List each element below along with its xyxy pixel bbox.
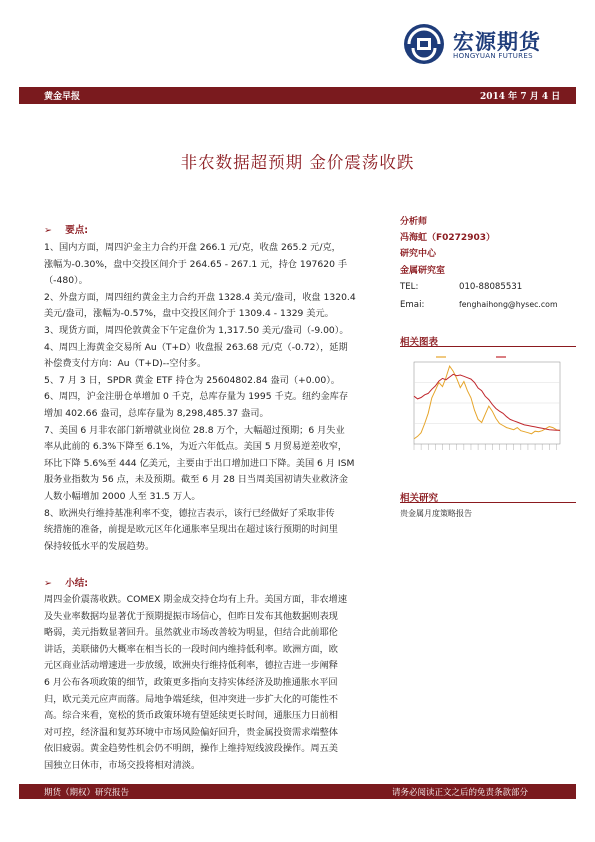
- summary-line: 归，欧元美元应声而落。局地争端延续，但冲突进一步扩大化的可能性不: [44, 693, 338, 705]
- key-point-item: [44, 340, 389, 373]
- summary-title: 小结:: [65, 578, 89, 589]
- related-chart-title: 相关图表: [400, 337, 439, 348]
- page-title: 非农数据超预期 金价震荡收跌: [180, 153, 415, 172]
- summary-body: [44, 592, 389, 775]
- key-point-line: 涨幅为-0.30%，盘中交投区间介于 264.65 - 267.1 元，持仓 197620 手: [44, 258, 348, 270]
- key-point-line: 美元/盎司，涨幅为-0.57%，盘中交投区间介于 1309.4 - 1329 美元。: [44, 308, 334, 320]
- key-point-line: 率从此前的 6.3%下降至 6.1%，为近六年低点。美国 5 月贸易逆差收窄，: [44, 441, 348, 453]
- key-points-body: [44, 240, 389, 555]
- summary-line: 元区商业活动增速进一步放缓，欧洲央行维持低利率，德拉吉进一步阐释: [44, 660, 338, 672]
- related-chart-header: [400, 330, 576, 347]
- key-point-line: （-480）。: [44, 275, 88, 287]
- report-type: 黄金早报: [44, 92, 81, 102]
- key-point-line: 6、周四，沪金注册仓单增加 0 千克，总库存量为 1995 千克。纽约金库存: [44, 391, 349, 403]
- footer-right: 请务必阅读正文之后的免责条款部分: [392, 788, 529, 798]
- key-point-item: [44, 389, 389, 422]
- related-chart: [400, 352, 576, 470]
- logo-icon: [403, 23, 445, 65]
- summary-line: 高。综合来看，宽松的货币政策环境有望延续更长时间，通胀压力日前相: [44, 710, 338, 722]
- summary-line: 6 月公布各项政策的细节，政策更多指向支持实体经济及助推通胀水平回: [44, 676, 338, 688]
- summary-heading: [44, 575, 88, 589]
- summary-line: 国独立日休市，市场交投将相对清淡。: [44, 759, 201, 771]
- arrow-icon: ➢: [44, 225, 52, 236]
- analyst-name: 冯海虹（F0272903）: [400, 233, 495, 243]
- report-date: 2014 年 7 月 4 日: [480, 92, 561, 102]
- key-point-line: 统措施的准备，前提是欧元区年化通胀率呈现出在超过该行预期的时间里: [44, 524, 338, 536]
- brand-name-cn: 宏源期货: [453, 30, 541, 54]
- email-label: Emai:: [400, 300, 425, 310]
- tel-value: 010-88085531: [459, 282, 523, 292]
- key-point-line: 保持较低水平的发展趋势。: [44, 540, 155, 552]
- key-point-line: 人数小幅增加 2000 人至 31.5 万人。: [44, 490, 201, 502]
- analyst-dept2: 金属研究室: [400, 266, 446, 276]
- key-point-line: 补偿费支付方向：Au（T+D)--空付多。: [44, 358, 207, 370]
- key-point-line: 1、国内方面，周四沪金主力合约开盘 266.1 元/克，收盘 265.2 元/克，: [44, 242, 341, 253]
- key-point-item: [44, 373, 389, 390]
- key-point-line: 2、外盘方面，周四纽约黄金主力合约开盘 1328.4 美元/盎司，收盘 1320.4: [44, 291, 356, 303]
- key-point-item: [44, 240, 389, 290]
- key-points-heading: [44, 222, 88, 236]
- key-point-line: 增加 402.66 盎司，总库存量为 8,298,485.37 盎司。: [44, 407, 269, 419]
- key-point-item: [44, 323, 389, 340]
- key-point-line: 5、7 月 3 日，SPDR 黄金 ETF 持仓为 25604802.84 盎司（+0.00）。: [44, 374, 340, 386]
- key-point-item: [44, 506, 389, 556]
- related-research-title: 相关研究: [400, 493, 439, 504]
- footer-left: 期货（期权）研究报告: [44, 788, 130, 798]
- summary-line: 对可控，经济温和复苏环境中市场风险偏好回升，贵金属投资需求端整体: [44, 726, 338, 738]
- analyst-dept1: 研究中心: [400, 249, 437, 259]
- summary-line: 略弱，美元指数显著回升。虽然就业市场改善较为明显，但结合此前耶伦: [44, 627, 338, 639]
- key-point-line: 3、现货方面，周四伦敦黄金下午定盘价为 1,317.50 美元/盎司（-9.00）。: [44, 324, 349, 336]
- related-research-header: [400, 486, 576, 503]
- key-point-item: [44, 290, 389, 323]
- tel-label: TEL:: [400, 282, 419, 292]
- key-points-title: 要点:: [65, 225, 89, 236]
- summary-line: 依旧疲弱。黄金趋势性机会仍不明朗，操作上维持短线波段操作。周五美: [44, 743, 338, 755]
- summary-line: 及失业率数据均显著优于预期提振市场信心，但昨日发布其他数据则表现: [44, 610, 338, 622]
- email-value[interactable]: fenghaihong@hysec.com: [459, 300, 558, 309]
- arrow-icon: ➢: [44, 578, 52, 589]
- key-point-line: 4、周四上海黄金交易所 Au（T+D）收盘报 263.68 元/克（-0.72），延期: [44, 341, 348, 353]
- brand-name-en: HONGYUAN FUTURES: [453, 52, 533, 60]
- key-point-line: 7、美国 6 月非农部门新增就业岗位 28.8 万个，大幅超过预期；6 月失业: [44, 424, 345, 436]
- analyst-label: 分析师: [400, 217, 428, 227]
- key-point-line: 8、欧洲央行维持基准利率不变，德拉吉表示，该行已经做好了采取非传: [44, 507, 335, 519]
- key-point-line: 环比下降 5.6%至 444 亿美元，主要由于出口增加进口下降。美国 6 月 ISM: [44, 457, 355, 469]
- related-research-item[interactable]: 贵金属月度策略报告: [400, 509, 472, 518]
- summary-line: 周四金价震荡收跌。COMEX 期金成交持仓均有上升。美国方面，非农增速: [44, 594, 348, 605]
- key-point-item: [44, 423, 389, 506]
- key-point-line: 服务业指数为 56 点，未及预期。截至 6 月 28 日当周美国初请失业救济金: [44, 474, 348, 486]
- summary-line: 讲话，美联储仍大概率在相当长的一段时间内维持低利率。欧洲方面，欧: [44, 643, 338, 655]
